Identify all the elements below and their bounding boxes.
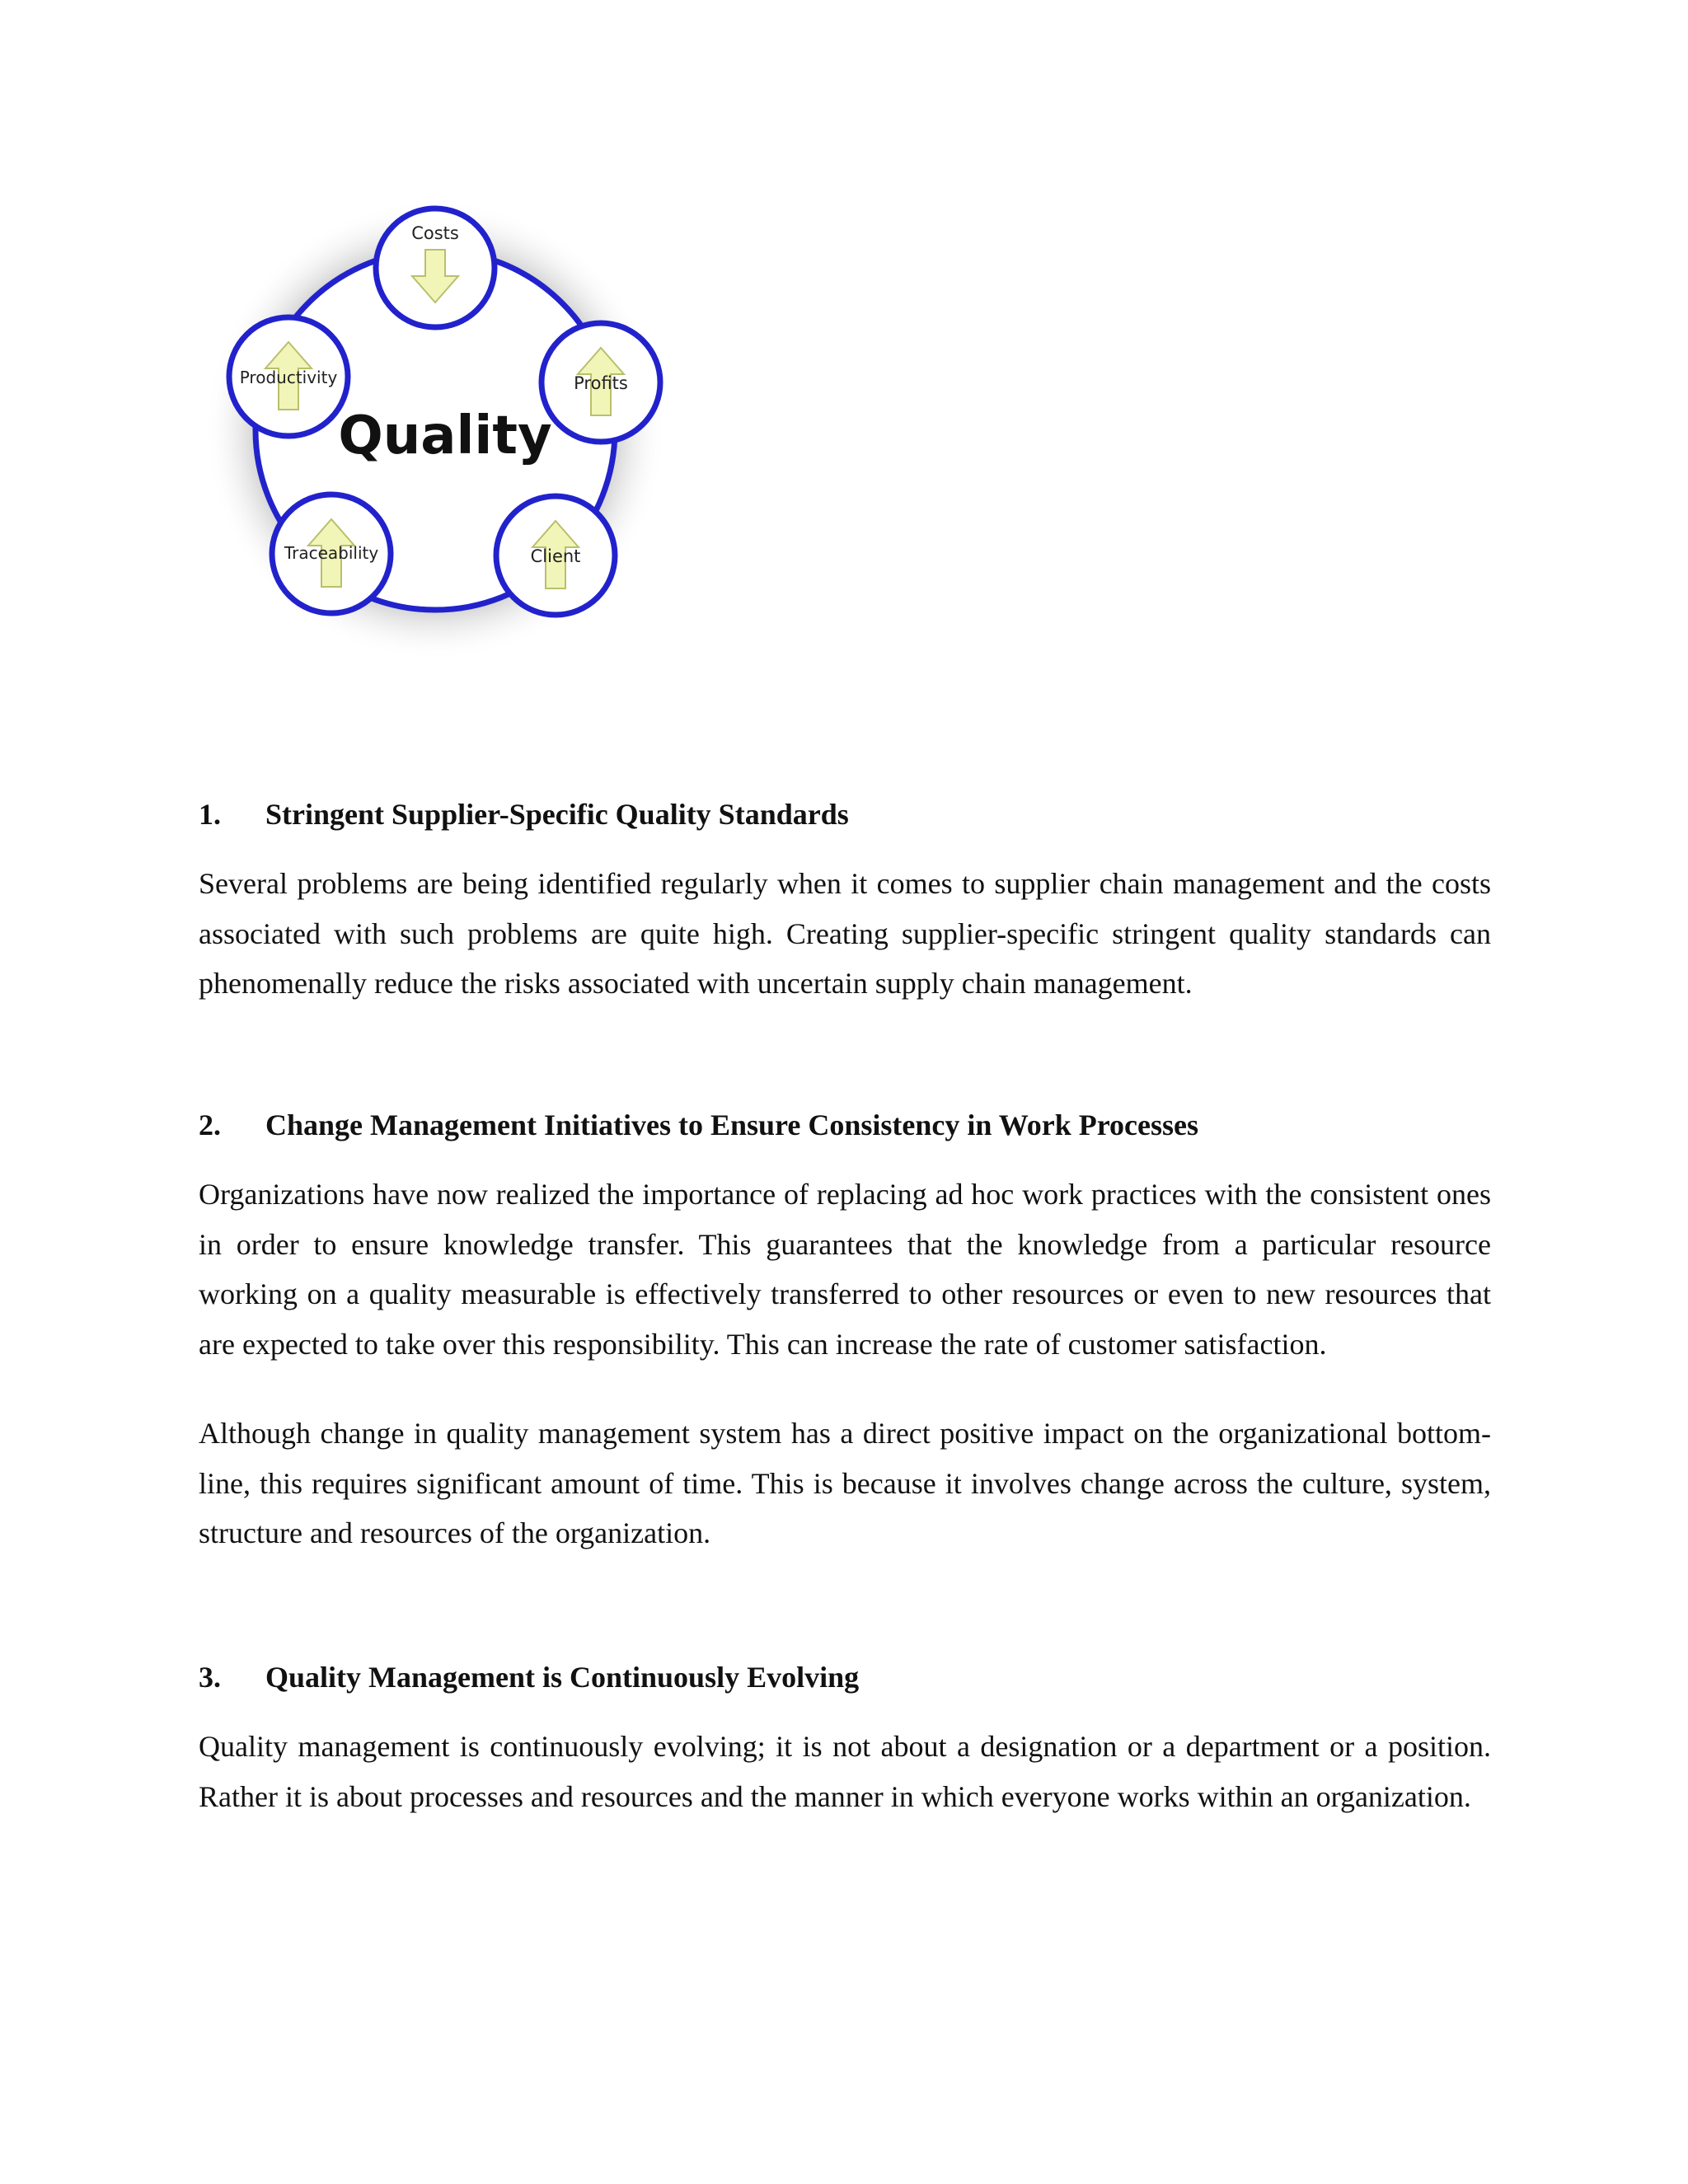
section-number: 1. <box>199 798 221 831</box>
node-costs <box>376 209 495 327</box>
paragraph: Quality management is continuously evolving; it is not about a designation or a department or a position. Rather it is about processes and resources and the manner in which everyone works within an organization. <box>199 1730 1491 1813</box>
node-traceability-label: Traceability <box>284 543 379 563</box>
paragraph: Although change in quality management system has a direct positive impact on the organizational bottom-line, this requires significant amount of time. This is because it involves change across the culture, system, structure and resources of the organization. <box>199 1417 1491 1549</box>
section-title: Stringent Supplier-Specific Quality Standards <box>265 798 849 831</box>
section-number: 3. <box>199 1661 221 1694</box>
section-number: 2. <box>199 1108 221 1141</box>
paragraph: Several problems are being identified regularly when it comes to supplier chain management and the costs associated with such problems are quite high. Creating supplier-specific stringent quality standards can phenomenally reduce the risks associated with uncertain supply chain management. <box>199 867 1491 1000</box>
section-1 <box>199 794 1491 1009</box>
node-productivity <box>229 317 348 436</box>
section-title: Quality Management is Continuously Evolving <box>265 1661 860 1694</box>
quality-cycle-diagram <box>206 190 684 668</box>
section-3 <box>199 1657 1491 1821</box>
center-label: Quality <box>338 405 552 466</box>
section-title: Change Management Initiatives to Ensure Consistency in Work Processes <box>265 1108 1199 1141</box>
node-traceability <box>272 494 391 613</box>
section-heading <box>199 794 1491 834</box>
node-costs-label: Costs <box>411 223 459 243</box>
node-client <box>496 496 615 615</box>
section-heading <box>199 1105 1491 1145</box>
paragraph: Organizations have now realized the importance of replacing ad hoc work practices with the consistent ones in order to ensure knowledge transfer. This guarantees that the knowledge from a particular resource working on a quality measurable is effectively transferred to other resources or even to new resources that are expected to take over this responsibility. This can increase the rate of customer satisfaction. <box>199 1178 1491 1361</box>
node-profits-label: Profits <box>574 373 628 393</box>
section-2 <box>199 1105 1491 1558</box>
section-heading <box>199 1657 1491 1697</box>
node-productivity-label: Productivity <box>239 368 338 387</box>
node-client-label: Client <box>530 546 581 566</box>
node-profits <box>542 323 660 442</box>
